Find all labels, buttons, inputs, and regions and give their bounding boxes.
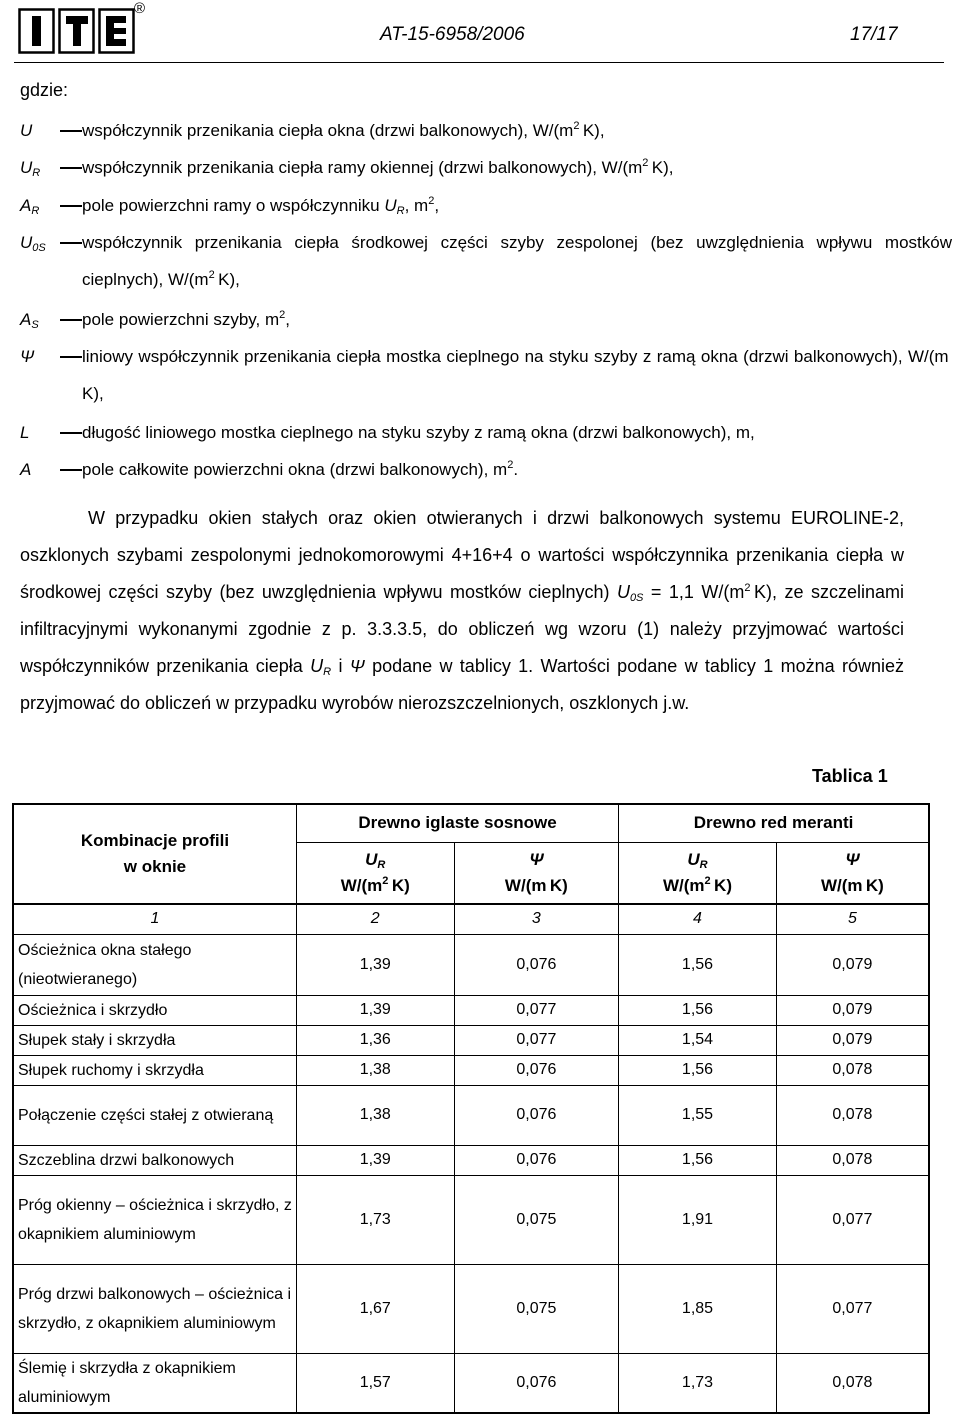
- cell-value: 0,078: [776, 1085, 929, 1145]
- col-number: 1: [13, 904, 296, 934]
- cell-value: 0,079: [776, 934, 929, 995]
- registered-mark: ®: [134, 0, 146, 17]
- cell-value: 1,91: [619, 1175, 777, 1264]
- row-label: Ślemię i skrzydła z okapnikiem aluminiowym: [13, 1353, 296, 1413]
- table-row: [13, 1025, 929, 1055]
- symbol: L: [20, 423, 30, 442]
- symbol: A: [20, 460, 32, 479]
- definition-text: długość liniowego mostka cieplnego na styku szyby z ramą okna (drzwi balkonowych), m,: [82, 423, 755, 442]
- table-row: [13, 934, 929, 995]
- definition-a: [20, 451, 950, 488]
- cell-value: 0,077: [454, 1025, 619, 1055]
- row-label: Ościeżnica i skrzydło: [13, 995, 296, 1025]
- cell-value: 1,56: [619, 1055, 777, 1085]
- header-rule: [14, 62, 944, 63]
- symbol: $A_S$: [20, 310, 39, 331]
- row-label: Szczeblina drzwi balkonowych: [13, 1145, 296, 1175]
- row-label: Połączenie części stałej z otwieraną: [13, 1085, 296, 1145]
- cell-value: 0,076: [454, 1055, 619, 1085]
- definition-ur: [20, 149, 950, 186]
- symbol: U: [20, 121, 33, 140]
- cell-value: 1,57: [296, 1353, 454, 1413]
- header-group-pine: Drewno iglaste sosnowe: [296, 804, 618, 842]
- definition-text: liniowy współczynnik przenikania ciepła mostka cieplnego na styku szyby z ramą okna (drzwi balkonowych), W/(m K),: [82, 347, 952, 403]
- dash: [60, 130, 82, 132]
- definition-text: pole powierzchni szyby, $m^2$,: [82, 309, 291, 329]
- cell-value: 0,076: [454, 1085, 619, 1145]
- row-label: Słupek ruchomy i skrzydła: [13, 1055, 296, 1085]
- dash: [60, 432, 82, 434]
- definition-text: pole całkowite powierzchni okna (drzwi balkonowych), $m^2$.: [82, 459, 519, 479]
- row-label: Próg okienny – ościeżnica i skrzydło, z okapnikiem aluminiowym: [13, 1175, 296, 1264]
- col-number: 2: [296, 904, 454, 934]
- cell-value: 1,38: [296, 1055, 454, 1085]
- document-number: AT-15-6958/2006: [380, 24, 525, 45]
- cell-value: 0,079: [776, 1025, 929, 1055]
- cell-value: 0,075: [454, 1175, 619, 1264]
- row-label: Słupek stały i skrzydła: [13, 1025, 296, 1055]
- cell-value: 1,85: [619, 1264, 777, 1353]
- header-psi-meranti: Ψ W/(m K): [776, 842, 929, 904]
- cell-value: 1,39: [296, 934, 454, 995]
- cell-value: 1,56: [619, 934, 777, 995]
- cell-value: 0,075: [454, 1264, 619, 1353]
- symbol: $U_{0S}$: [20, 233, 46, 254]
- cell-value: 0,076: [454, 1353, 619, 1413]
- cell-value: 0,076: [454, 934, 619, 995]
- cell-value: 1,55: [619, 1085, 777, 1145]
- dash: [60, 356, 82, 358]
- cell-value: 0,078: [776, 1145, 929, 1175]
- table-row: [13, 1264, 929, 1353]
- cell-value: 1,73: [296, 1175, 454, 1264]
- page-number: 17/17: [850, 24, 898, 45]
- table-row: [13, 1055, 929, 1085]
- cell-value: 1,36: [296, 1025, 454, 1055]
- body-paragraph: W przypadku okien stałych oraz okien otwieranych i drzwi balkonowych systemu EUROLINE-2, oszklonych szybami zespolonymi jednokomorowymi 4+16+4 o wartości współczynnika przenikania ciepła w środkowej części szyby (bez uwzględnienia wpływu mostków cieplnych) $U_{0S} = 1,1$ $W/(m^2$ K), ze szczelinami infiltracyjnymi wykonanymi zgodnie z p. 3.3.3.5, do obliczeń wg wzoru (1) należy przyjmować wartości współczynników przenikania ciepła $U_R$ i Ψ podane w tablicy 1. Wartości podane w tablicy 1 można również przyjmować do obliczeń w przypadku wyrobów nierozszczelnionych, oszklonych j.w.: [20, 508, 905, 713]
- cell-value: 1,56: [619, 1145, 777, 1175]
- symbol: $A_R$: [20, 196, 40, 217]
- table-row: [13, 995, 929, 1025]
- cell-value: 1,67: [296, 1264, 454, 1353]
- col-number: 4: [619, 904, 777, 934]
- cell-value: 1,73: [619, 1353, 777, 1413]
- header-combination: Kombinacje profili w oknie: [13, 804, 296, 904]
- itb-logo: [18, 8, 136, 54]
- symbol: $U_R$: [20, 158, 41, 179]
- definition-psi: [20, 338, 950, 416]
- header-group-meranti: Drewno red meranti: [619, 804, 929, 842]
- header-ur-pine: $U_R$ $W/(m^2$ K): [296, 842, 454, 904]
- definition-text: współczynnik przenikania ciepła ramy okiennej (drzwi balkonowych), $W/(m^2$ K),: [82, 157, 674, 177]
- table-row: [13, 1145, 929, 1175]
- dash: [60, 167, 82, 169]
- cell-value: 1,54: [619, 1025, 777, 1055]
- dash: [60, 242, 82, 244]
- cell-value: 0,078: [776, 1055, 929, 1085]
- dash: [60, 319, 82, 321]
- header-ur-meranti: $U_R$ $W/(m^2$ K): [619, 842, 777, 904]
- col-number: 5: [776, 904, 929, 934]
- cell-value: 0,077: [454, 995, 619, 1025]
- cell-value: 0,077: [776, 1175, 929, 1264]
- table-row: [13, 1085, 929, 1145]
- symbol: Ψ: [20, 347, 35, 366]
- definition-text: współczynnik przenikania ciepła okna (drzwi balkonowych), $W/(m^2$ K),: [82, 120, 605, 140]
- col-number: 3: [454, 904, 619, 934]
- definition-l: [20, 414, 950, 451]
- definition-u: [20, 112, 950, 149]
- header-psi-pine: Ψ W/(m K): [454, 842, 619, 904]
- definition-ar: [20, 187, 950, 224]
- definition-text: współczynnik przenikania ciepła środkowej części szyby zespolonej (bez uwzględnienia wpływu mostków cieplnych), $W/(m^2$ K),: [82, 233, 952, 289]
- table-row: [13, 1353, 929, 1413]
- dash: [60, 469, 82, 471]
- cell-value: 1,38: [296, 1085, 454, 1145]
- intro-label: gdzie:: [20, 80, 69, 100]
- cell-value: 1,56: [619, 995, 777, 1025]
- table-row: [13, 1175, 929, 1264]
- definition-u0s: [20, 224, 950, 302]
- cell-value: 1,39: [296, 995, 454, 1025]
- definition-as: [20, 301, 950, 338]
- cell-value: 0,078: [776, 1353, 929, 1413]
- cell-value: 0,077: [776, 1264, 929, 1353]
- cell-value: 0,079: [776, 995, 929, 1025]
- row-label: Ościeżnica okna stałego (nieotwieranego): [13, 934, 296, 995]
- definition-text: pole powierzchni ramy o współczynniku $U_R$, $m^2$,: [82, 195, 440, 217]
- cell-value: 1,39: [296, 1145, 454, 1175]
- dash: [60, 205, 82, 207]
- thermal-table: [12, 803, 930, 1414]
- row-label: Próg drzwi balkonowych – ościeżnica i skrzydło, z okapnikiem aluminiowym: [13, 1264, 296, 1353]
- table-caption: Tablica 1: [812, 766, 888, 786]
- cell-value: 0,076: [454, 1145, 619, 1175]
